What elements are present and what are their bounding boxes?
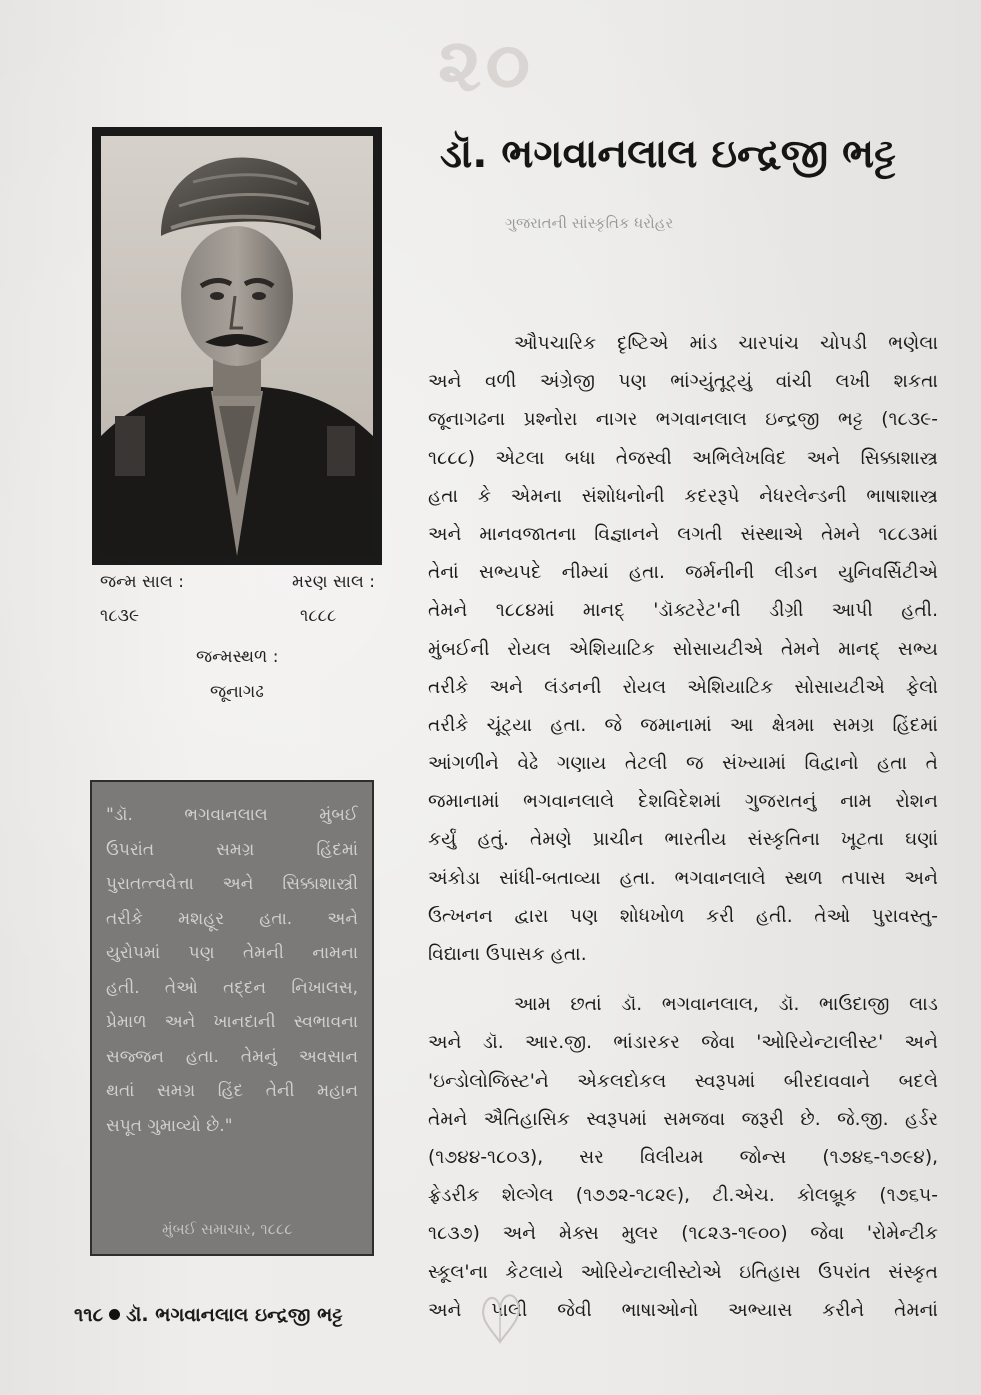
page-number: ૧૧૮: [74, 1304, 104, 1326]
birthplace-value: જૂનાગઢ: [210, 682, 264, 702]
death-year-value: ૧૮૮૮: [300, 606, 337, 626]
quote-line: "ડૉ. ભગવાનલાલ મુંબઈ: [106, 805, 358, 825]
quote-line: થતાં સમગ્ર હિંદ તેની મહાન: [106, 1081, 358, 1101]
paragraph-2-line: (૧૭૪૪-૧૮૦૩), સર વિલીયમ જોન્સ (૧૭૪૬-૧૭૯૪),: [428, 1146, 938, 1168]
page-footer: [74, 1304, 343, 1326]
paragraph-1-line: જૂનાગઢના પ્રશ્નોરા નાગર ભગવાનલાલ ઇન્દ્રજી ભટ્ટ (૧૮૩૯-: [428, 409, 938, 431]
paragraph-2-line: આમ છતાં ડૉ. ભગવાનલાલ, ડૉ. ભાઉદાજી લાડ: [514, 994, 938, 1016]
death-year-label: મરણ સાલ :: [292, 572, 375, 592]
paragraph-1-line: તરીકે ચૂંટ્યા હતા. જે જમાનામાં આ ક્ષેત્રમા સમગ્ર હિંદમાં: [428, 714, 938, 736]
quote-source: મુંબઈ સમાચાર, ૧૮૮૮: [162, 1220, 293, 1238]
flower-ornament-icon: [470, 1280, 530, 1350]
paragraph-2-line: 'ઇન્ડોલોજિસ્ટ'ને એકલદોકલ સ્વરૂપમાં બીરદાવવાને બદલે: [428, 1070, 938, 1092]
paragraph-1-line: તેનાં સભ્યપદે નીમ્યાં હતા. જર્મનીની લીડન યુનિવર્સિટીએ: [428, 562, 938, 584]
paragraph-2-line: સ્કૂલ'ના કેટલાયે ઓરિયેન્ટાલીસ્ટોએ ઇતિહાસ ઉપરાંત સંસ્કૃત: [428, 1261, 938, 1283]
paragraph-1-line: અને માનવજાતના વિજ્ઞાનને લગતી સંસ્થાએ તેમને ૧૮૮૩માં: [428, 523, 938, 545]
running-title: ડૉ. ભગવાનલાલ ઇન્દ્રજી ભટ્ટ: [126, 1304, 343, 1326]
quote-line: પુરાતત્ત્વવેત્તા અને સિક્કાશાસ્ત્રી: [106, 874, 358, 894]
paragraph-1-line: કર્યું હતું. તેમણે પ્રાચીન ભારતીય સંસ્કૃતિના ખૂટતા ઘણાં: [428, 829, 938, 851]
quote-line: સપૂત ગુમાવ્યો છે.": [106, 1115, 233, 1136]
quote-line: હતી. તેઓ તદ્દન નિખાલસ,: [106, 977, 358, 998]
birth-year-value: ૧૮૩૯: [100, 606, 140, 626]
birth-year-label: જન્મ સાલ :: [100, 572, 184, 592]
paragraph-2-line: અને ડૉ. આર.જી. ભાંડારકર જેવા 'ઓરિયેન્ટાલીસ્ટ' અને: [428, 1032, 938, 1054]
paragraph-1-line: ઉત્ખનન દ્વારા પણ શોધખોળ કરી હતી. તેઓ પુરાવસ્તુ-: [428, 905, 938, 927]
paragraph-1-line: ઔપચારિક દૃષ્ટિએ માંડ ચારપાંચ ચોપડી ભણેલા: [514, 333, 938, 354]
bullet-icon: [109, 1309, 120, 1320]
paragraph-2-line: ૧૮૩૭) અને મેક્સ મુલર (૧૮૨૩-૧૯૦૦) જેવા 'રોમેન્ટીક: [428, 1223, 938, 1245]
quote-box: [90, 780, 374, 1256]
paragraph-1-line: અંકોડા સાંધી-બતાવ્યા હતા. ભગવાનલાલે સ્થળ તપાસ અને: [428, 867, 938, 889]
quote-line: ઉપરાંત સમગ્ર હિંદમાં: [106, 839, 358, 860]
paragraph-1-line: મુંબઈની રોયલ એશિયાટિક સોસાયટીએ તેમને માનદ્ સભ્ય: [428, 638, 938, 660]
paragraph-1-line: આંગળીને વેઢે ગણાય તેટલી જ સંખ્યામાં વિદ્વાનો હતા તે: [428, 753, 938, 775]
birthplace-label: જન્મસ્થળ :: [196, 647, 279, 667]
paragraph-2-line: તેમને ઐતિહાસિક સ્વરૂપમાં સમજવા જરૂરી છે. જે.જી. હર્ડર: [428, 1108, 938, 1130]
paragraph-1-line: જમાનામાં ભગવાનલાલે દેશવિદેશમાં ગુજરાતનું નામ રોશન: [428, 791, 938, 813]
quote-line: સજ્જન હતા. તેમનું અવસાન: [106, 1046, 358, 1067]
portrait-photo: [92, 127, 382, 565]
portrait-image: [101, 136, 373, 556]
paragraph-1-line: હતા કે એમના સંશોધનોની કદરરૂપે નેધરલેન્ડની ભાષાશાસ્ત્ર: [428, 485, 938, 507]
paragraph-1-line: વિદ્યાના ઉપાસક હતા.: [428, 944, 587, 965]
quote-line: પ્રેમાળ અને ખાનદાની સ્વભાવના: [106, 1012, 358, 1032]
paragraph-2-line: અને પાલી જેવી ભાષાઓનો અભ્યાસ કરીને તેમનાં: [428, 1299, 938, 1321]
page-title: ડૉ. ભગવાનલાલ ઇન્દ્રજી ભટ્ટ: [440, 131, 896, 177]
paragraph-1-line: તેમને ૧૮૮૪માં માનદ્ 'ડૉક્ટરેટ'ની ડીગ્રી આપી હતી.: [428, 600, 938, 622]
quote-line: યુરોપમાં પણ તેમની નામના: [106, 943, 358, 963]
paragraph-1-line: તરીકે અને લંડનની રોયલ એશિયાટિક સોસાયટીએ ફેલો: [428, 676, 938, 698]
quote-line: તરીકે મશહૂર હતા. અને: [106, 908, 358, 929]
chapter-number: ૨૦: [438, 22, 534, 108]
portrait-illustration: [101, 136, 373, 556]
subtitle: ગુજરાતની સાંસ્કૃતિક ધરોહર: [505, 214, 674, 232]
paragraph-2-line: ફ્રેડરીક શેલ્ગેલ (૧૭૭૨-૧૮૨૯), ટી.એચ. કોલબ્રૂક (૧૭૬૫-: [428, 1185, 938, 1207]
body-text: [428, 325, 938, 1330]
paragraph-1-line: ૧૮૮૮) એટલા બધા તેજસ્વી અભિલેખવિદ અને સિક્કાશાસ્ત્ર: [428, 447, 938, 469]
paragraph-1-line: અને વળી અંગ્રેજી પણ ભાંગ્યુંતૂટ્યું વાંચી લખી શકતા: [428, 371, 938, 393]
